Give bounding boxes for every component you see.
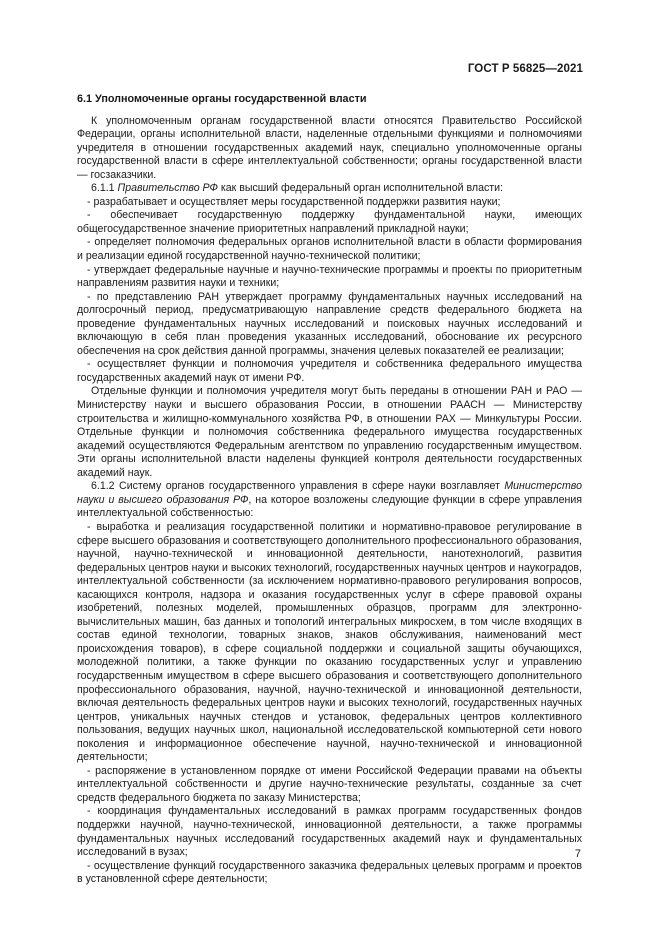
- paragraph-6-1-1-emphasis: Правительство РФ: [117, 182, 218, 195]
- paragraph-6-1-2-prefix: 6.1.2 Систему органов государственного управления в сфере науки возглавляет: [91, 480, 505, 493]
- list-item: - осуществляет функции и полномочия учредителя и собственника федерального имущества государственных академий наук от имени РФ.: [77, 358, 582, 384]
- page-number: 7: [574, 848, 581, 860]
- paragraph-6-1-2-emphasis: Министерство науки и высшего образования РФ: [77, 480, 582, 506]
- paragraph-delegation: Отдельные функции и полномочия учредителя могут быть переданы в отношении РАН и РАО — Министерству науки и высшего образования России, в отношении РААСН — Министерству строительства и жилищно-коммунального хозяйства РФ, в отношении РАХ — Минкультуры России. Отдельные функции и полномочия собственника федерального имущества государственных академий осуществляются Федеральным агентством по управлению государственным имуществом. Эти органы исполнительной власти наделены функцией контроля деятельности государственных академий наук.: [77, 385, 582, 479]
- list-item: - координация фундаментальных исследований в рамках программ государственных фондов поддержки научной, научно-технической, инновационной деятельности, а также программы фундаментальных научных исследований государственных академий наук и фундаментальных исследований в вузах;: [77, 805, 582, 859]
- list-item: - выработка и реализация государственной политики и нормативно-правовое регулирование в сфере высшего образования и соответствующего дополнительного профессионального образования, научной, научно-технической и инновационной деятельности, нанотехнологий, развития федеральных центров науки и высоких технологий, государственных научных центров и наукоградов, интеллектуальной собственности (за исключением нормативно-правового регулирования вопросов, касающихся контроля, надзора и оказания государственных услуг в сфере правовой охраны изобретений, полезных моделей, промышленных образцов, программ для электронно-вычислительных машин, баз данных и топологий интегральных микросхем, в том числе входящих в состав единой технологии, товарных знаков, знаков обслуживания, наименований мест происхождения товаров), в сфере социальной поддержки и социальной защиты обучающихся, молодежной политики, а также функции по оказанию государственных услуг и управлению государственным имуществом в сфере высшего образования и соответствующего дополнительного профессионального образования, научной, научно-технической и инновационной деятельности, включая деятельность федеральных центров науки и высоких технологий, государственных научных центров, уникальных научных стендов и установок, федеральных центров коллективного пользования, ведущих научных школ, национальной исследовательской компьютерной сети нового поколения и информационное обеспечение научной, научно-технической и инновационной деятельности;: [77, 520, 582, 764]
- paragraph-6-1-1: [77, 182, 582, 196]
- section-title: 6.1 Уполномоченные органы государственной власти: [77, 93, 367, 105]
- paragraph-6-1-1-prefix: 6.1.1: [91, 182, 118, 195]
- paragraph-6-1-2: [77, 480, 582, 521]
- list-item: - определяет полномочия федеральных органов исполнительной власти в области формирования и реализации единой государственной научно-технической политики;: [77, 236, 582, 263]
- list-item: - осуществление функций государственного заказчика федеральных целевых программ и проектов в установленной сфере деятельности;: [77, 859, 582, 886]
- list-item: - утверждает федеральные научные и научно-технические программы и проекты по приоритетным направлениям развития науки и техники;: [77, 263, 582, 290]
- paragraph-intro: К уполномоченным органам государственной власти относятся Правительство Российской Федерации, органы исполнительной власти, наделенные отдельными функциями и полномочиями учредителя в отношении государственных академий наук, специально уполномоченные органы государственной власти в сфере интеллектуальной собственности; органы государственной власти — госзаказчики.: [77, 114, 582, 181]
- list-item: - распоряжение в установленном порядке от имени Российской Федерации правами на объекты интеллектуальной собственности и другие научно-технические результаты, созданные за счет средств федерального бюджета по заказу Министерства;: [77, 764, 582, 804]
- document-code: ГОСТ Р 56825—2021: [467, 63, 583, 75]
- list-item: - разрабатывает и осуществляет меры государственной поддержки развития науки;: [87, 195, 501, 208]
- paragraph-6-1-2-rest: , на которое возложены следующие функции в сфере управления интеллектуальной собственностью:: [77, 493, 582, 520]
- paragraph-6-1-1-rest: как высший федеральный орган исполнительной власти:: [217, 182, 503, 195]
- list-item: - по представлению РАН утверждает программу фундаментальных научных исследований на долгосрочный период, предусматривающую направление средств федерального бюджета на проведение фундаментальных научных исследований и поисковых научных исследований и включающую в себя план проведения указанных исследований, обоснование их ресурсного обеспечения на срок действия данной программы, значения целевых показателей ее реализации;: [77, 290, 582, 357]
- document-body: [77, 93, 582, 887]
- list-item: - обеспечивает государственную поддержку фундаментальной науки, имеющих общегосударственное значение приоритетных направлений прикладной науки;: [77, 209, 582, 235]
